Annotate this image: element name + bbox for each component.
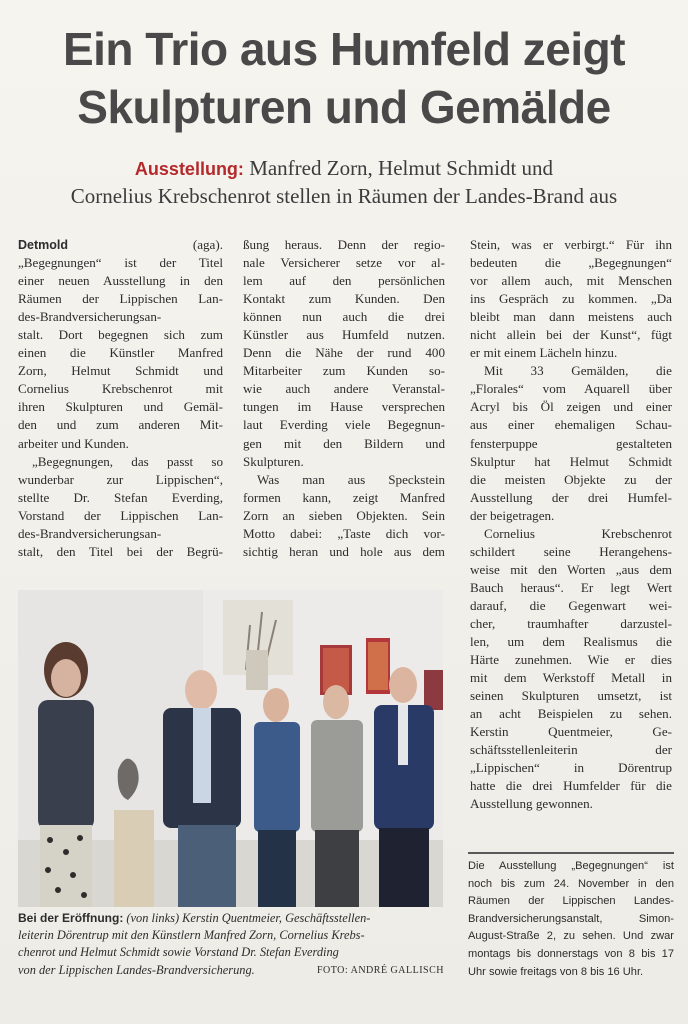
text-line: stalt. Dort begegnen sich zum — [18, 327, 223, 343]
caption-text: chenrot und Helmut Schmidt sowie Vorstand Dr. Stefan Everding — [18, 945, 339, 960]
text-line: Stein, was er verbirgt.“ Für ihn — [470, 237, 672, 252]
text-line: Härte zunehmen. Wie er dies — [470, 652, 672, 668]
text-line: seinen Skulpturen umsetzt, ist — [470, 688, 672, 704]
text-line: wie auch andere Veranstal- — [243, 381, 445, 397]
dateline-author: (aga). — [192, 237, 223, 252]
info-line: noch bis zum 24. November in den — [468, 877, 674, 890]
text-line: einen die Künstler Manfred — [18, 345, 223, 361]
info-line: August-Straße 2, zu sehen. Und zwar — [468, 930, 674, 943]
text-line: len, um dem Realismus die — [470, 634, 672, 650]
text-line: Ausstellung gewonnen. — [470, 796, 593, 812]
photo-credit: FOTO: ANDRÉ GALLISCH — [316, 964, 444, 976]
text-line: schildert seine Herangehens- — [470, 543, 672, 559]
text-line: Künstler aus Humfeld nutzen. — [243, 327, 445, 343]
caption-text: von der Lippischen Landes-Brandversicherung. — [18, 962, 255, 977]
text-line: lem auf den persönlichen — [243, 273, 445, 289]
subhead-line-1-text: Manfred Zorn, Helmut Schmidt und — [243, 156, 554, 180]
text-line: schäftsstellenleiterin der — [470, 742, 672, 758]
caption-line-1 — [18, 910, 444, 927]
caption-text: (von links) Kerstin Quentmeier, Geschäftsstellen- — [123, 911, 371, 925]
text-line: Kerstin Quentmeier, Ge- — [470, 724, 672, 740]
text-line: bedeuten die „Begegnungen“ — [470, 255, 672, 271]
text-line: Ausstellung der drei Humfel- — [470, 489, 672, 505]
text-line: ins Gespräch zu kommen. „Da — [470, 291, 672, 307]
group-photo — [18, 590, 443, 907]
text-line: des-Brandversicherungsan- — [18, 525, 162, 541]
caption-label: Bei der Eröffnung: — [18, 911, 124, 925]
text-line: „Lippischen“ in Dörentrup — [470, 760, 672, 776]
text-line: gen mit den Bildern und — [243, 435, 445, 451]
text-line: fensterpuppe gestalteten — [470, 435, 672, 451]
text-line: der beigetragen. — [470, 507, 555, 523]
text-line: tungen im Hause versprechen — [243, 399, 445, 415]
text-line: Was man aus Speckstein — [257, 471, 445, 487]
text-line: aus einer ehemaligen Schau- — [470, 417, 672, 433]
text-line: Cornelius Krebschenrot mit — [18, 381, 223, 397]
text-line: Skulpturen. — [243, 453, 304, 469]
text-line: können nun auch die drei — [243, 309, 445, 325]
text-line: Zorn an sieben Objekten. Sein — [243, 507, 445, 523]
text-line: nicht allein bei der Kunst“, fügt — [470, 327, 672, 343]
dateline — [18, 236, 223, 254]
photo-caption — [18, 910, 444, 979]
text-line: den und zum anderen Mit- — [18, 417, 223, 433]
text-line: laut Everding viele Begegnun- — [243, 417, 445, 433]
text-line: des-Brandversicherungsan- — [18, 309, 162, 325]
text-line: Acryl bis Öl zeigen und einer — [470, 399, 672, 415]
text-line: er mit einem Lächeln hinzu. — [470, 345, 618, 361]
subhead-kicker: Ausstellung: — [134, 159, 244, 179]
article-column-2 — [243, 236, 445, 561]
caption-line-2 — [18, 927, 444, 944]
info-line: montags bis donnerstags von 8 bis 17 — [468, 947, 674, 960]
text-line: einer neuen Ausstellung in den — [18, 273, 223, 289]
text-line: Motto dabei: „Taste dich vor- — [243, 525, 445, 541]
info-line: Die Ausstellung „Begegnungen“ ist — [468, 860, 674, 872]
text-line: Kontakt zum Kunden. Den — [243, 291, 445, 307]
headline-line-1: Ein Trio aus Humfeld zeigt — [62, 23, 626, 75]
text-line: Mit 33 Gemälden, die — [484, 363, 672, 379]
text-line: weise mit den Worten „aus dem — [470, 561, 672, 577]
text-line: Cornelius Krebschenrot — [484, 525, 672, 541]
text-line: Bauch heraus“. Er legt Wert — [470, 579, 672, 595]
info-line: Brandversicherungsanstalt, Simon- — [468, 912, 674, 925]
text-line: nale Versicherer setze vor al- — [243, 255, 445, 271]
text-line: arbeiter und Kunden. — [18, 435, 129, 451]
text-line: hatte die drei Humfelder für die — [470, 778, 672, 794]
text-line: ihren Skulpturen und Gemäl- — [18, 399, 223, 415]
article-column-1 — [18, 236, 223, 561]
text-line: Denn die Nähe der rund 400 — [243, 345, 445, 361]
text-line: Mitarbeiter zum Kunden so- — [243, 363, 445, 379]
text-line: an acht Beispielen zu sehen. — [470, 706, 672, 722]
dateline-place: Detmold — [18, 238, 68, 252]
text-line: wunderbar zur Lippischen“, — [18, 471, 223, 487]
text-line: stalt, den Titel bei der Begrü- — [18, 543, 223, 559]
caption-line-4 — [18, 962, 444, 979]
subhead-line-2: Cornelius Krebschenrot stellen in Räumen der Landes-Brand aus — [70, 184, 618, 208]
text-line: vor allem auch, mit Menschen — [470, 273, 672, 289]
text-line: die meisten Objekte zu der — [470, 471, 672, 487]
caption-text: leiterin Dörentrup mit den Künstlern Manfred Zorn, Cornelius Krebs- — [18, 928, 365, 943]
text-line: Skulptur hat Helmut Schmidt — [470, 453, 672, 469]
text-line: „Begegnungen“ ist der Titel — [18, 255, 223, 271]
group-photo-illustration — [18, 590, 443, 907]
headline-line-2: Skulpturen und Gemälde — [77, 81, 611, 133]
info-line: Räumen der Lippischen Landes- — [468, 895, 674, 908]
text-line: bleibt man dann meistens auch — [470, 309, 672, 325]
subhead-line-1 — [0, 154, 688, 183]
text-line: mit dem Werkstoff Metall in — [470, 670, 672, 686]
text-line: ßung heraus. Denn der regio- — [243, 237, 445, 252]
text-line: cher, traumhafter darzustel- — [470, 615, 672, 631]
text-line: formen kann, zeigt Manfred — [243, 489, 445, 505]
text-line: stellte Dr. Stefan Everding, — [18, 489, 223, 505]
info-line: Uhr sowie freitags von 8 bis 16 Uhr. — [468, 965, 644, 978]
article-column-3 — [470, 236, 672, 814]
text-line: „Florales“ vom Aquarell über — [470, 381, 672, 397]
text-line: Zorn, Helmut Schmidt und — [18, 363, 223, 379]
text-line: darauf, die Gegenwart wei- — [470, 597, 672, 613]
text-line: Räumen der Lippischen Lan- — [18, 291, 223, 307]
text-line: sichtig heran und hole aus dem — [243, 543, 445, 559]
caption-line-3 — [18, 944, 444, 961]
text-line: „Begegnungen, das passt so — [32, 453, 223, 469]
exhibition-info-box — [468, 852, 674, 981]
text-line: Vorstand der Lippischen Lan- — [18, 507, 223, 523]
